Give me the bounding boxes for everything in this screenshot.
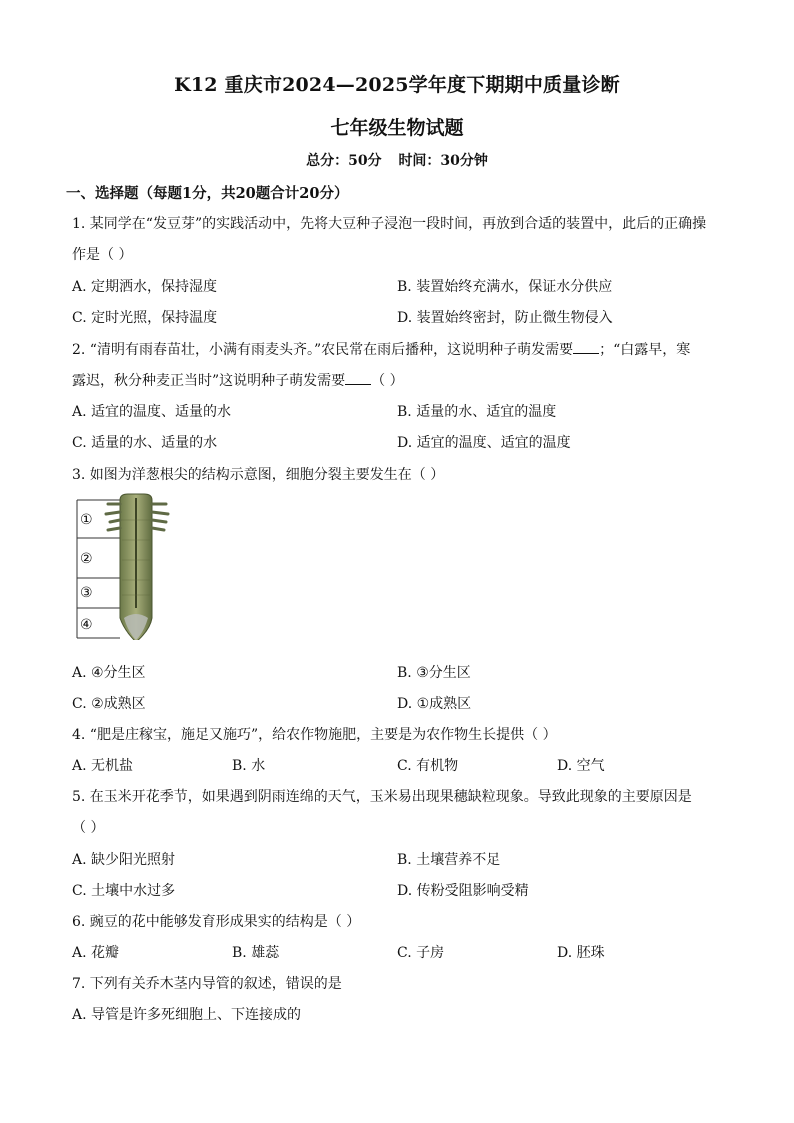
q6-option-a: A. 花瓣 xyxy=(72,945,120,961)
q2-blank-1 xyxy=(573,341,599,354)
q1-option-b: B. 装置始终充满水，保证水分供应 xyxy=(397,279,613,295)
q6-stem: 6. 豌豆的花中能够发育形成果实的结构是（ ） xyxy=(72,914,361,930)
q2-stem-line2 xyxy=(72,370,404,390)
q3-option-b: B. ③分生区 xyxy=(397,665,471,681)
exam-title: K12 重庆市2024—2025学年度下期期中质量诊断 xyxy=(174,74,620,96)
q2-blank-2 xyxy=(345,372,371,385)
q2-stem-part3: 露迟，秋分种麦正当时”这说明种子萌发需要 xyxy=(72,373,346,389)
onion-root-tip-figure xyxy=(72,490,182,640)
q2-stem-part4: （ ） xyxy=(371,373,404,389)
q1-stem-line2: 作是（ ） xyxy=(72,247,133,263)
q4-stem: 4. “肥是庄稼宝，施足又施巧”，给农作物施肥，主要是为农作物生长提供（ ） xyxy=(72,727,557,743)
figure-label-3: ③ xyxy=(80,585,93,601)
q3-option-d: D. ①成熟区 xyxy=(397,696,472,712)
figure-label-2: ② xyxy=(80,551,93,567)
q3-option-c: C. ②成熟区 xyxy=(72,696,146,712)
q1-option-c: C. 定时光照，保持温度 xyxy=(72,310,218,326)
exam-subtitle: 七年级生物试题 xyxy=(330,117,464,139)
q3-stem: 3. 如图为洋葱根尖的结构示意图，细胞分裂主要发生在（ ） xyxy=(72,467,445,483)
q5-option-c: C. 土壤中水过多 xyxy=(72,883,176,899)
q4-option-b: B. 水 xyxy=(232,758,266,774)
q4-option-c: C. 有机物 xyxy=(397,758,459,774)
q6-option-c: C. 子房 xyxy=(397,945,445,961)
q1-option-d: D. 装置始终密封，防止微生物侵入 xyxy=(397,310,613,326)
figure-label-4: ④ xyxy=(80,617,93,633)
figure-label-1: ① xyxy=(80,512,93,528)
q2-stem-line1 xyxy=(72,339,690,359)
q1-option-a: A. 定期洒水，保持湿度 xyxy=(72,279,218,295)
q7-option-a: A. 导管是许多死细胞上、下连接成的 xyxy=(72,1007,302,1023)
q5-stem-line1: 5. 在玉米开花季节，如果遇到阴雨连绵的天气，玉米易出现果穗缺粒现象。导致此现象的主要原因是 xyxy=(72,789,692,805)
q4-option-a: A. 无机盐 xyxy=(72,758,134,774)
root-tip-diagram xyxy=(72,490,182,640)
total-score: 总分：50分 xyxy=(306,153,382,169)
q6-option-d: D. 胚珠 xyxy=(557,945,605,961)
q6-option-b: B. 雄蕊 xyxy=(232,945,280,961)
q5-option-d: D. 传粉受阻影响受精 xyxy=(397,883,529,899)
section-heading: 一、选择题（每题1分，共20题合计20分） xyxy=(66,185,349,202)
q3-option-a: A. ④分生区 xyxy=(72,665,146,681)
q2-option-a: A. 适宜的温度、适量的水 xyxy=(72,404,232,420)
q1-stem-line1: 1. 某同学在“发豆芽”的实践活动中，先将大豆种子浸泡一段时间，再放到合适的装置中，此后的正确操 xyxy=(72,216,707,232)
q7-stem: 7. 下列有关乔木茎内导管的叙述，错误的是 xyxy=(72,976,342,992)
q2-option-c: C. 适量的水、适量的水 xyxy=(72,435,218,451)
q2-stem-part1: 2. “清明有雨春苗壮，小满有雨麦头齐。”农民常在雨后播种，这说明种子萌发需要 xyxy=(72,342,574,358)
q2-stem-part2: ；“白露早，寒 xyxy=(599,342,691,358)
exam-time: 时间：30分钟 xyxy=(398,153,488,169)
q2-option-d: D. 适宜的温度、适宜的温度 xyxy=(397,435,571,451)
q5-option-a: A. 缺少阳光照射 xyxy=(72,852,176,868)
q5-stem-line2: （ ） xyxy=(72,820,105,836)
q4-option-d: D. 空气 xyxy=(557,758,605,774)
q2-option-b: B. 适量的水、适宜的温度 xyxy=(397,404,557,420)
q5-option-b: B. 土壤营养不足 xyxy=(397,852,501,868)
exam-meta xyxy=(0,150,794,170)
